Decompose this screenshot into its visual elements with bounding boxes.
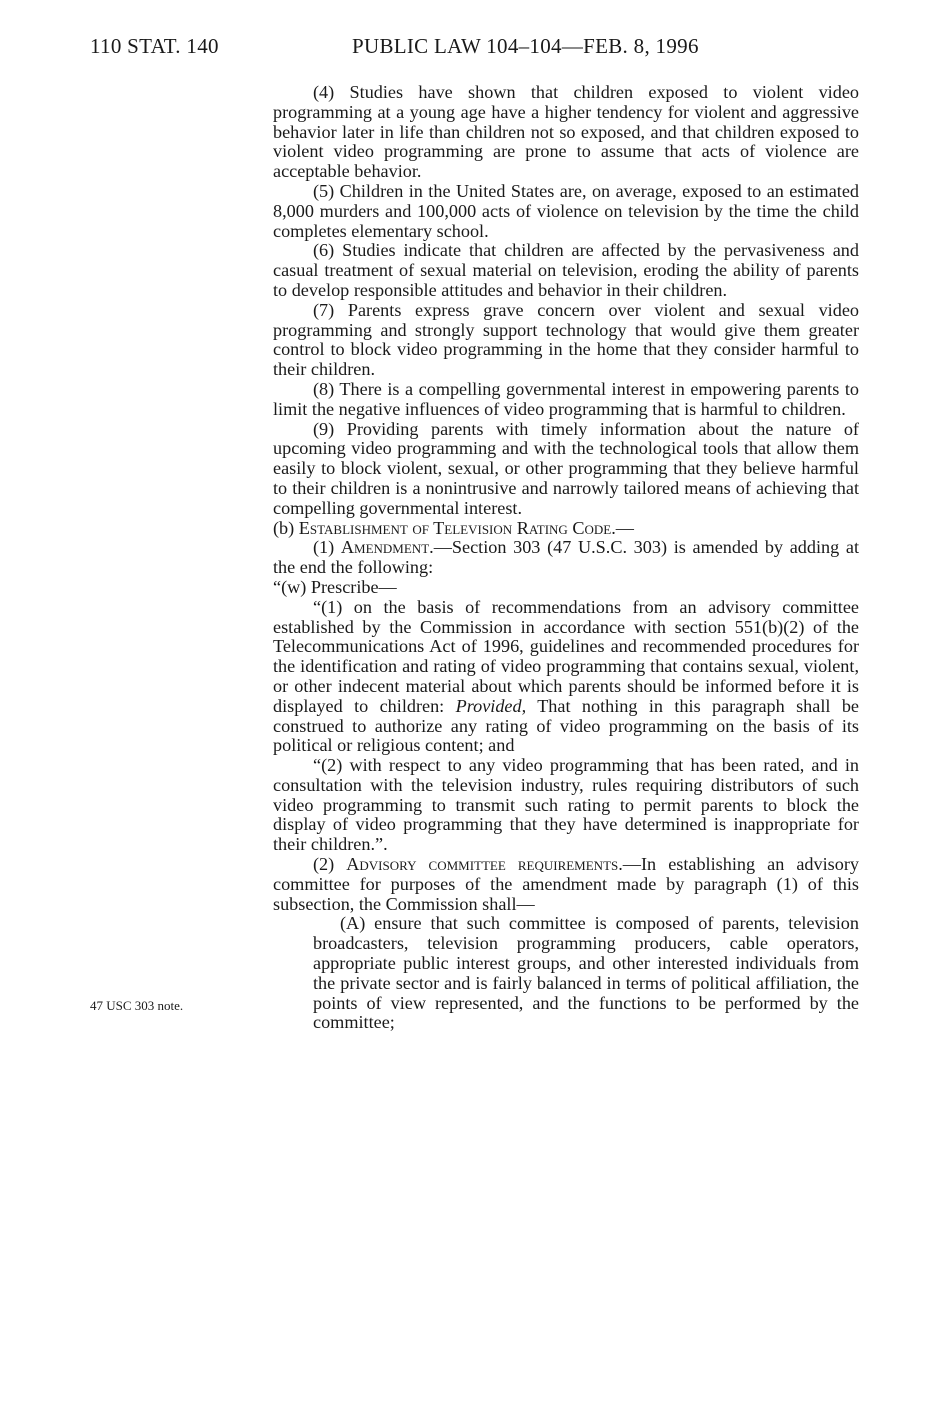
statute-page-number: 110 STAT. 140	[90, 34, 219, 58]
quoted-subsection-w: “(w) Prescribe—	[273, 576, 397, 597]
paragraph-6: (6) Studies indicate that children are affected by the pervasiveness and casual treatment of sexual material on television, eroding the ability of parents to develop responsible attitudes and behavior in their children.	[273, 240, 859, 300]
subparagraph-A: (A) ensure that such committee is composed of parents, television broadcasters, television programming producers, cable operators, appropriate public interest groups, and other interested individuals from the private sector and is fairly balanced in terms of political affiliation, the points of view represented, and the functions to be performed by the committee;	[313, 913, 859, 1033]
subsection-b-title: Establishment of Television Rating Code.	[298, 517, 616, 538]
subsection-b-heading	[273, 519, 859, 539]
quoted-paragraph-1	[273, 598, 859, 756]
quoted-paragraph-1-rest: That nothing in this paragraph shall be construed to authorize any rating of video programming on the basis of its political or religious content; and	[273, 695, 859, 756]
subsection-b-dash: —	[615, 517, 634, 538]
paragraph-4: (4) Studies have shown that children exposed to violent video programming at a young age have a higher tendency for violent and aggressive behavior later in life than children not so exposed, and that children exposed to violent video programming are prone to assume that acts of violence are acceptable behavior.	[273, 82, 859, 182]
quoted-paragraph-2: “(2) with respect to any video programming that has been rated, and in consultation with the television industry, rules requiring distributors of such video programming to transmit such rating to permit parents to block the display of video programming that they have determined is inappropriate for their children.”.	[273, 755, 859, 855]
paragraph-b2	[273, 855, 859, 914]
paragraph-9: (9) Providing parents with timely information about the nature of upcoming video programming and with the technological tools that allow them easily to block violent, sexual, or other programming that they believe harmful to their children is a nonintrusive and narrowly tailored means of achieving that compelling governmental interest.	[273, 418, 859, 518]
paragraph-b1-text: —Section 303 (47 U.S.C. 303) is amended by adding at the end the following:	[273, 537, 859, 578]
paragraph-5: (5) Children in the United States are, on average, exposed to an estimated 8,000 murders and 100,000 acts of violence on television by the time the child completes elementary school.	[273, 180, 859, 241]
margin-note: 47 USC 303 note.	[90, 998, 184, 1013]
paragraph-b2-label: (2)	[313, 854, 347, 875]
quoted-paragraph-1-text: “(1) on the basis of recommendations from an advisory committee established by the Commission in accordance with section 551(b)(2) of the Telecommunications Act of 1996, guidelines and recommended procedures for the identification and rating of video programming that contains sexual, violent, or other indecent material about which parents should be informed before it is displayed to children:	[273, 596, 859, 716]
paragraph-8: (8) There is a compelling governmental interest in empowering parents to limit the negative influences of video programming that is harmful to children.	[273, 378, 859, 419]
paragraph-b2-heading: Advisory committee requirements.	[346, 854, 623, 875]
paragraph-b2-text: —In establishing an advisory committee for purposes of the amendment made by paragraph (1) of this subsection, the Commission shall—	[273, 854, 859, 914]
paragraph-7: (7) Parents express grave concern over violent and sexual video programming and strongly support technology that would give them greater control to block video programming in the home that they consider harmful to their children.	[273, 299, 859, 380]
paragraph-b1-heading: Amendment.	[340, 537, 434, 558]
provided-clause: Provided,	[455, 695, 527, 716]
law-title: PUBLIC LAW 104–104—FEB. 8, 1996	[352, 34, 699, 58]
document-body	[273, 83, 859, 1033]
paragraph-b1-label: (1)	[313, 537, 341, 558]
paragraph-b1	[273, 538, 859, 578]
subsection-b-label: (b)	[273, 517, 299, 538]
page-header	[0, 34, 949, 64]
